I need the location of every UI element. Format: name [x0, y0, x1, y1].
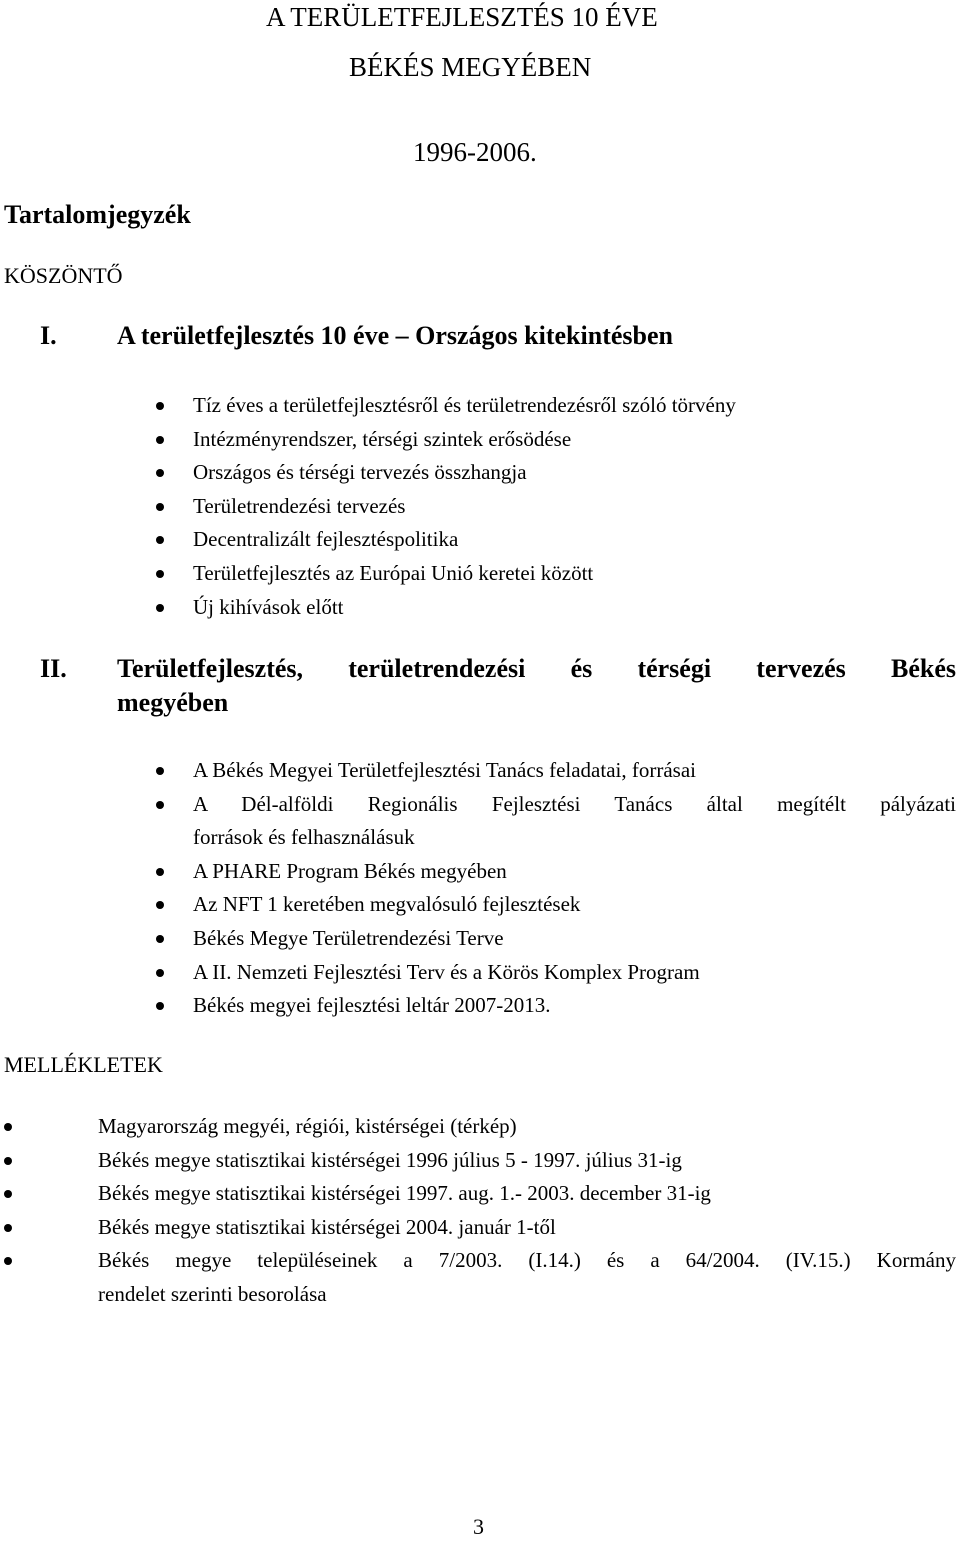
section1-list [193, 389, 736, 624]
appendix-heading: MELLÉKLETEK [4, 1052, 163, 1077]
list-item: Intézményrendszer, térségi szintek erősödése [193, 423, 736, 457]
bullet-icon [156, 767, 164, 775]
list-item: Decentralizált fejlesztéspolitika [193, 523, 736, 557]
bullet-icon [156, 570, 164, 578]
list-item [193, 788, 956, 855]
section1-title: A területfejlesztés 10 éve – Országos kitekintésben [117, 321, 673, 350]
document-years: 1996-2006. [413, 137, 537, 167]
list-item [98, 1244, 956, 1311]
greeting-entry: KÖSZÖNTŐ [4, 263, 123, 288]
list-item: Új kihívások előtt [193, 591, 736, 625]
bullet-icon [4, 1190, 12, 1198]
list-item: A Békés Megyei Területfejlesztési Tanács feladatai, forrásai [193, 754, 956, 788]
bullet-icon [4, 1157, 12, 1165]
section2-title-line2: megyében [117, 688, 229, 717]
section2-title-line1: Területfejlesztés, területrendezési és térségi tervezés Békés [117, 654, 956, 683]
bullet-icon [156, 969, 164, 977]
toc-heading: Tartalomjegyzék [4, 200, 191, 229]
document-title-line1: A TERÜLETFEJLESZTÉS 10 ÉVE [266, 2, 658, 32]
bullet-icon [4, 1257, 12, 1265]
bullet-icon [156, 469, 164, 477]
list-item: Békés Megye Területrendezési Terve [193, 922, 956, 956]
bullet-icon [156, 935, 164, 943]
section2-number: II. [40, 654, 67, 683]
list-item: Békés megye statisztikai kistérségei 1996 július 5 - 1997. július 31-ig [98, 1144, 956, 1178]
list-item: Békés megye statisztikai kistérségei 1997. aug. 1.- 2003. december 31-ig [98, 1177, 956, 1211]
bullet-icon [156, 536, 164, 544]
page-number: 3 [473, 1514, 484, 1539]
list-item: Az NFT 1 keretében megvalósuló fejlesztések [193, 888, 956, 922]
list-item: Békés megyei fejlesztési leltár 2007-2013. [193, 989, 956, 1023]
bullet-icon [4, 1123, 12, 1131]
list-item: Magyarország megyéi, régiói, kistérségei (térkép) [98, 1110, 956, 1144]
list-item: Területfejlesztés az Európai Unió keretei között [193, 557, 736, 591]
bullet-icon [156, 436, 164, 444]
bullet-icon [156, 801, 164, 809]
list-item: Békés megye statisztikai kistérségei 2004. január 1-től [98, 1211, 956, 1245]
list-item-line: rendelet szerinti besorolása [98, 1281, 327, 1306]
list-item-line: A Dél-alföldi Regionális Fejlesztési Tanács által megítélt pályázati [193, 791, 956, 816]
bullet-icon [156, 868, 164, 876]
list-item: Országos és térségi tervezés összhangja [193, 456, 736, 490]
section2-list [193, 754, 956, 1023]
bullet-icon [156, 503, 164, 511]
bullet-icon [156, 1002, 164, 1010]
list-item: Területrendezési tervezés [193, 490, 736, 524]
list-item: A II. Nemzeti Fejlesztési Terv és a Körös Komplex Program [193, 956, 956, 990]
bullet-icon [156, 604, 164, 612]
appendix-list [98, 1110, 956, 1312]
bullet-icon [156, 901, 164, 909]
bullet-icon [4, 1224, 12, 1232]
list-item-line: Békés megye településeinek a 7/2003. (I.14.) és a 64/2004. (IV.15.) Kormány [98, 1248, 956, 1273]
document-title-line2: BÉKÉS MEGYÉBEN [349, 52, 592, 82]
list-item: Tíz éves a területfejlesztésről és területrendezésről szóló törvény [193, 389, 736, 423]
list-item: A PHARE Program Békés megyében [193, 855, 956, 889]
list-item-line: források és felhasználásuk [193, 825, 415, 850]
bullet-icon [156, 402, 164, 410]
section1-number: I. [40, 321, 57, 350]
